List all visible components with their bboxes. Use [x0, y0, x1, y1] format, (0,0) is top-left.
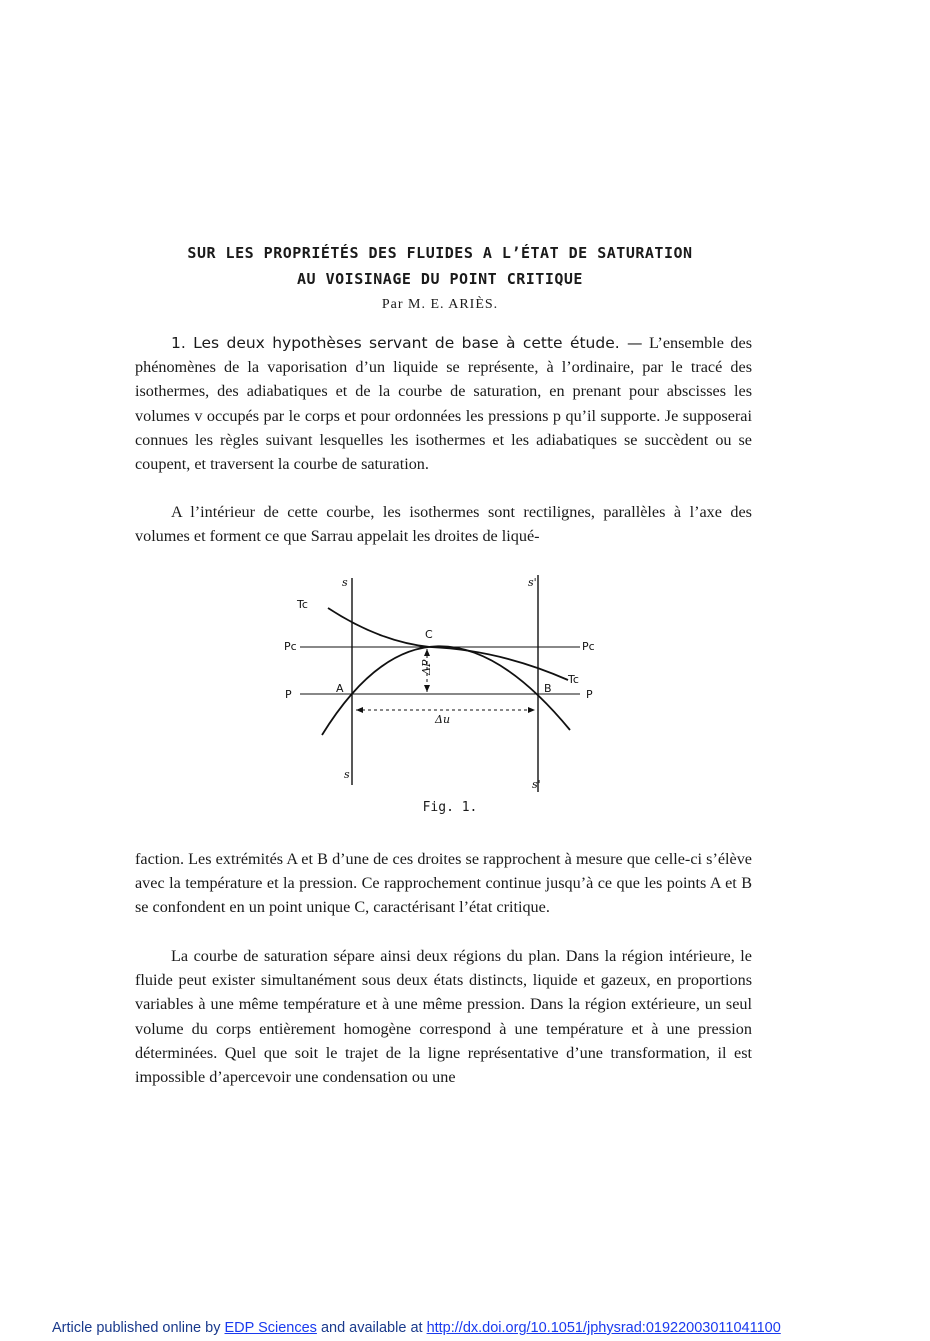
publisher-link[interactable]: EDP Sciences	[224, 1320, 317, 1336]
critical-isotherm	[328, 608, 568, 680]
delta-u-arrowhead-right	[528, 707, 535, 713]
paragraph-1	[135, 331, 752, 476]
label-delta-u: Δu	[435, 713, 451, 726]
delta-u-arrowhead-left	[356, 707, 363, 713]
label-c: C	[425, 628, 433, 641]
delta-p-arrowhead-top	[424, 649, 430, 656]
paragraph-4	[135, 944, 752, 1089]
label-s-bottom-left: s	[344, 768, 350, 781]
paragraph-3-text: faction. Les extrémités A et B d’une de ces droites se rapprochent à mesure que celle-ci s’élève avec la température et la pression. Ce rapprochement continue jusqu’à ce que les points A et B se confondent en un point unique C, caractérisant l’état critique.	[135, 850, 752, 917]
label-delta-p: ΔP	[420, 659, 433, 675]
article-author: Par M. E. ARIÈS.	[381, 297, 499, 312]
label-a: A	[336, 682, 344, 695]
label-tc-right: Tc	[568, 673, 579, 686]
label-b: B	[544, 682, 552, 695]
label-pc-left: Pc	[284, 640, 297, 653]
paragraph-3	[135, 847, 752, 920]
paragraph-2-text: A l’intérieur de cette courbe, les isothermes sont rectilignes, parallèles à l’axe des volumes et forment ce que Sarrau appelait les droites de liqué-	[135, 503, 752, 546]
delta-p-arrowhead-bottom	[424, 685, 430, 692]
publication-footer	[52, 1320, 882, 1336]
footer-middle: and available at	[320, 1320, 423, 1336]
paragraph-1-text: L’ensemble des phénomènes de la vaporisation d’un liquide se représente, à l’ordinaire, par le tracé des isothermes, des adiabatiques et de la courbe de saturation, en prenant pour abscisses les volumes v occupés par le corps et pour ordonnées les pressions p qu’il supporte. Je supposerai connues les règles suivant lesquelles les isothermes et les adiabatiques se succèdent ou se coupent, et traversent la courbe de saturation.	[135, 334, 753, 474]
article-title-line-2: AU VOISINAGE DU POINT CRITIQUE	[297, 270, 583, 288]
label-s-top-left: s	[342, 576, 348, 589]
paragraph-4-text: La courbe de saturation sépare ainsi deux régions du plan. Dans la région intérieure, le fluide peut exister simultanément sous deux états distincts, liquide et gazeux, en proportions variables à une même température et à une même pression. Dans la région extérieure, un seul volume du corps entièrement homogène correspond à une température et à une pression déterminées. Quel que soit le trajet de la ligne représentative d’une transformation, il est impossible d’apercevoir une condensation ou une	[135, 947, 752, 1087]
doi-link[interactable]: http://dx.doi.org/10.1051/jphysrad:01922003011041100	[426, 1320, 781, 1336]
figure-1	[270, 570, 620, 800]
paragraph-2	[135, 500, 752, 548]
label-pc-right: Pc	[582, 640, 595, 653]
footer-prefix: Article published online by	[52, 1320, 221, 1336]
label-tc-left: Tc	[297, 598, 308, 611]
label-p-right: P	[586, 688, 593, 701]
article-title-line-1: SUR LES PROPRIÉTÉS DES FLUIDES A L’ÉTAT DE SATURATION	[187, 244, 693, 262]
saturation-diagram	[270, 570, 620, 800]
section-heading: 1. Les deux hypothèses servant de base à cette étude. —	[171, 334, 643, 352]
label-s-top-right: s'	[528, 576, 537, 589]
figure-caption: Fig. 1.	[422, 800, 478, 815]
label-p-left: P	[285, 688, 292, 701]
label-s-bottom-right: s'	[532, 778, 541, 791]
